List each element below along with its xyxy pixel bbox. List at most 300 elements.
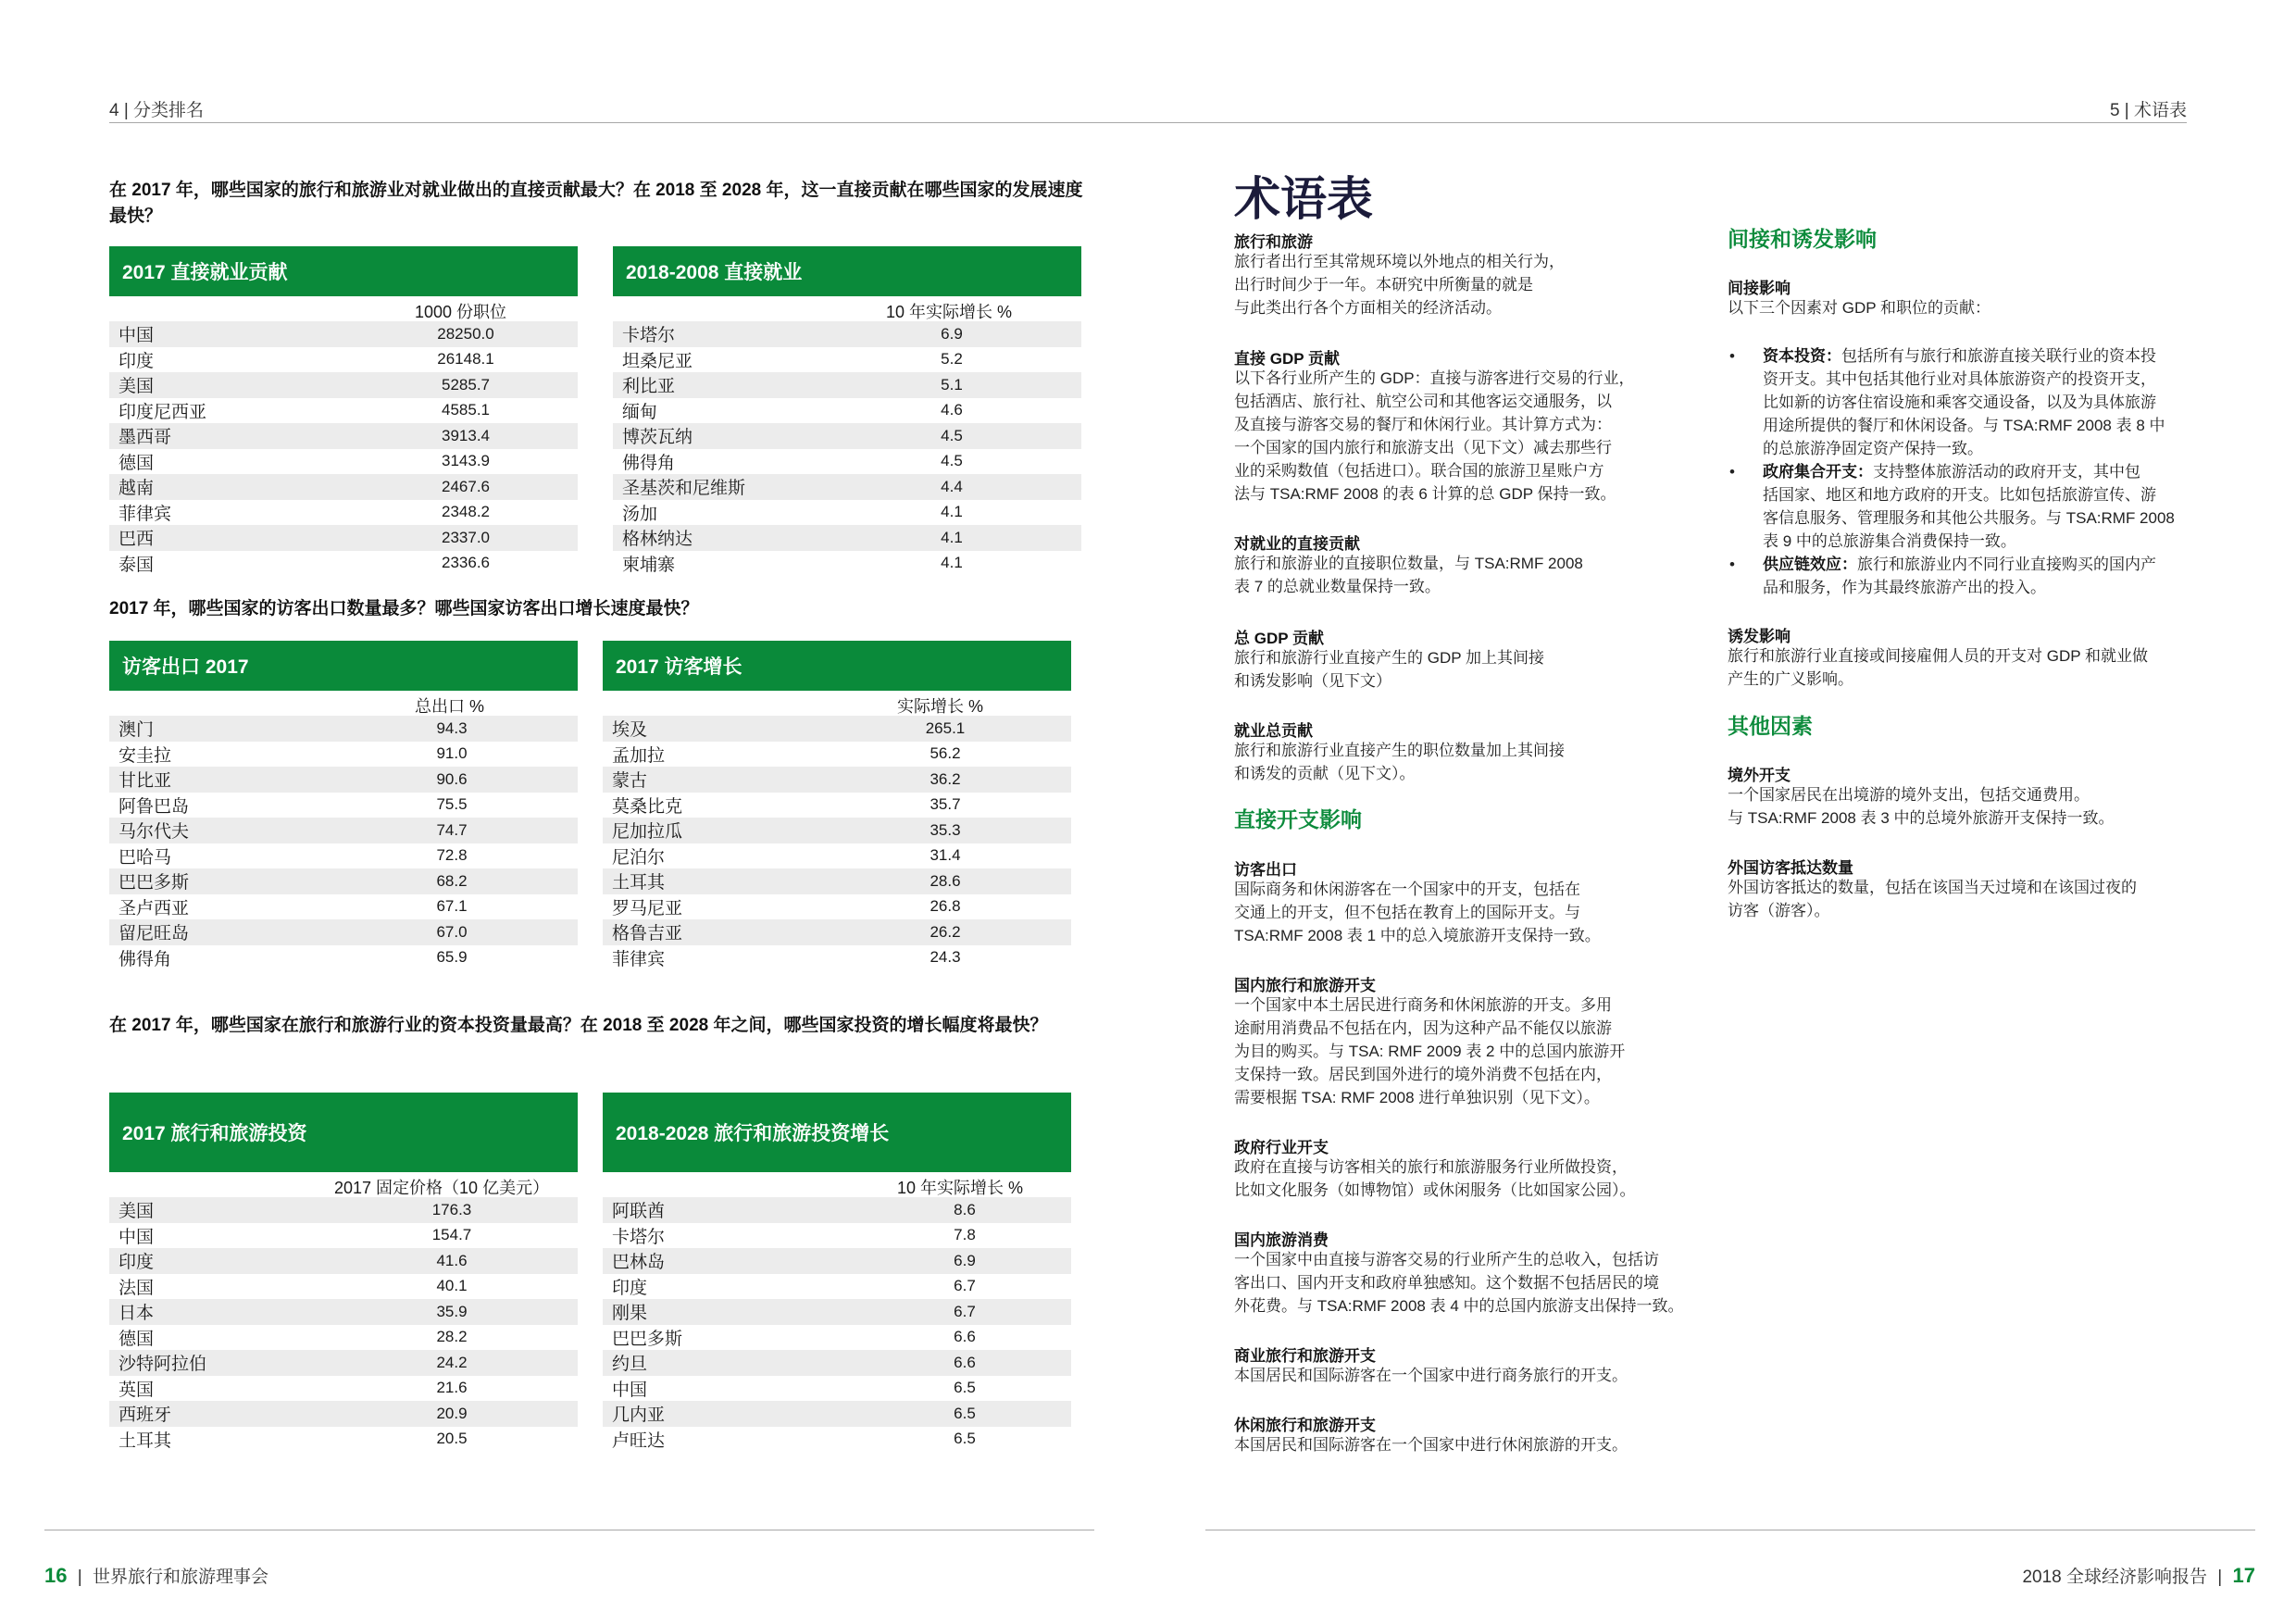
footer-org-name: 世界旅行和旅游理事会 <box>92 1568 268 1587</box>
country-cell: 几内亚 <box>612 1405 666 1426</box>
value-cell: 4.5 <box>941 452 963 470</box>
glossary-title: 术语表 <box>1234 173 1373 225</box>
table-row <box>109 742 578 768</box>
table-row <box>613 347 1081 373</box>
country-cell: 圣卢西亚 <box>119 898 190 918</box>
table-title: 2018-2008 直接就业 <box>613 246 1081 296</box>
bullet-dot: • <box>1729 556 1735 573</box>
value-cell: 154.7 <box>431 1226 472 1244</box>
right-page-header: 5 | 术语表 <box>2109 101 2187 120</box>
table-visitor-exports-2017 <box>109 641 578 970</box>
table-row <box>109 1325 578 1351</box>
value-cell: 24.2 <box>436 1353 468 1371</box>
country-cell: 罗马尼亚 <box>612 898 683 918</box>
value-cell: 65.9 <box>436 948 468 967</box>
country-cell: 沙特阿拉伯 <box>119 1355 207 1375</box>
value-cell: 6.9 <box>941 324 963 343</box>
country-cell: 巴西 <box>119 530 155 550</box>
value-cell: 26148.1 <box>437 350 494 369</box>
country-cell: 泰国 <box>119 555 155 575</box>
footer-left: 16 | 世界旅行和旅游理事会 <box>44 1564 268 1587</box>
definition-line: 出行时间少于一年。本研究中所衡量的就是 <box>1234 276 1533 294</box>
definition-line: 比如文化服务（如博物馆）或休闲服务（比如国家公园）。 <box>1234 1181 1636 1199</box>
def-internal-consumption <box>1234 1248 1684 1318</box>
table-row <box>613 525 1081 551</box>
table-title: 2018-2028 旅行和旅游投资增长 <box>603 1093 1071 1172</box>
table-row <box>603 894 1071 920</box>
bullet-line <box>1763 414 2165 437</box>
value-cell: 90.6 <box>436 769 468 788</box>
value-cell: 3913.4 <box>442 426 490 444</box>
footer-report-name: 2018 全球经济影响报告 <box>2022 1568 2208 1587</box>
country-cell: 佛得角 <box>622 453 676 473</box>
country-cell: 印度 <box>612 1278 648 1298</box>
page-number-left: 16 <box>44 1564 68 1587</box>
country-cell: 巴巴多斯 <box>119 873 190 893</box>
bullet-capital-investment <box>1728 344 2209 460</box>
definition-line: 法与 TSA:RMF 2008 的表 6 计算的总 GDP 保持一致。 <box>1234 485 1616 503</box>
table-title: 访客出口 2017 <box>109 641 578 691</box>
table-row <box>109 500 578 526</box>
bullet-line <box>1763 391 2165 414</box>
bullet-line <box>1763 483 2175 506</box>
definition-line: 一个国家中本土居民进行商务和休闲旅游的开支。多用 <box>1234 996 1612 1014</box>
definition-line: 一个国家的国内旅行和旅游支出（见下文）减去那些行 <box>1234 439 1612 456</box>
bullet-dot: • <box>1729 347 1735 365</box>
value-cell: 265.1 <box>925 718 966 737</box>
value-cell: 26.2 <box>930 922 961 941</box>
table-row <box>613 474 1081 500</box>
country-cell: 利比亚 <box>622 377 676 397</box>
country-cell: 刚果 <box>612 1304 648 1324</box>
table-row <box>109 894 578 920</box>
country-cell: 墨西哥 <box>119 428 172 448</box>
section-indirect-induced: 间接和诱发影响 <box>1728 227 1877 251</box>
table-title: 2017 旅行和旅游投资 <box>109 1093 578 1172</box>
country-cell: 汤加 <box>622 504 658 524</box>
table-direct-employment-growth <box>613 246 1081 576</box>
table-title: 2017 访客增长 <box>603 641 1071 691</box>
value-cell: 26.8 <box>930 897 961 916</box>
table-row <box>603 868 1071 894</box>
bullet-government-collective <box>1728 460 2209 553</box>
def-travel <box>1234 250 1565 319</box>
country-cell: 中国 <box>612 1380 648 1400</box>
def-total-gdp <box>1234 646 1544 693</box>
question-visitor-exports: 2017 年，哪些国家的访客出口数量最多？哪些国家访客出口增长速度最快？ <box>109 599 699 618</box>
country-cell: 越南 <box>119 479 155 499</box>
table-subheader: 10 年实际增长 % <box>886 303 1013 321</box>
country-cell: 缅甸 <box>622 402 658 422</box>
table-row <box>109 793 578 818</box>
definition-line: 外国访客抵达的数量，包括在该国当天过境和在该国过夜的 <box>1728 879 2137 896</box>
definition-line: 需要根据 TSA: RMF 2008 进行单独识别（见下文）。 <box>1234 1089 1600 1106</box>
country-cell: 圣基茨和尼维斯 <box>622 479 746 499</box>
term-internal-consumption: 国内旅游消费 <box>1234 1231 1329 1249</box>
table-row <box>603 818 1071 843</box>
bullet-text <box>1763 344 2165 460</box>
table-row <box>109 551 578 577</box>
table-row <box>109 372 578 398</box>
table-investment-2017 <box>109 1093 578 1452</box>
bullet-line-text: 旅行和旅游业内不同行业直接购买的国内产 <box>1857 556 2156 573</box>
table-row <box>603 716 1071 742</box>
table-row <box>603 1274 1071 1300</box>
bullet-line-text: 用途所提供的餐厅和休闲设备。与 TSA:RMF 2008 表 8 中 <box>1763 417 2165 434</box>
country-cell: 格林纳达 <box>622 530 693 550</box>
country-cell: 孟加拉 <box>612 745 666 766</box>
value-cell: 6.7 <box>954 1277 976 1295</box>
country-cell: 柬埔寨 <box>622 555 676 575</box>
header-rule <box>109 122 2187 123</box>
table-row <box>109 843 578 869</box>
table-row <box>109 474 578 500</box>
country-cell: 蒙古 <box>612 771 648 792</box>
definition-line: 表 7 的总就业数量保持一致。 <box>1234 578 1441 595</box>
country-cell: 法国 <box>119 1278 155 1298</box>
value-cell: 4.1 <box>941 503 963 521</box>
value-cell: 35.9 <box>436 1302 468 1320</box>
country-cell: 佛得角 <box>119 949 172 969</box>
country-cell: 巴林岛 <box>612 1253 666 1273</box>
definition-line: 客出口、国内开支和政府单独感知。这个数据不包括居民的境 <box>1234 1274 1659 1292</box>
country-cell: 阿鲁巴岛 <box>119 796 190 817</box>
country-cell: 美国 <box>119 377 155 397</box>
country-cell: 尼泊尔 <box>612 847 666 868</box>
table-row <box>613 423 1081 449</box>
value-cell: 28250.0 <box>437 324 494 343</box>
value-cell: 56.2 <box>930 744 961 763</box>
definition-line: 以下三个因素对 GDP 和职位的贡献： <box>1728 299 1990 317</box>
table-investment-growth <box>603 1093 1071 1452</box>
country-cell: 埃及 <box>612 720 648 741</box>
country-cell: 安圭拉 <box>119 745 172 766</box>
value-cell: 91.0 <box>436 744 468 763</box>
def-induced <box>1728 644 2148 691</box>
bullet-line <box>1763 506 2175 530</box>
table-row <box>613 372 1081 398</box>
definition-line: 和诱发的贡献（见下文）。 <box>1234 765 1416 782</box>
country-cell: 格鲁吉亚 <box>612 924 683 944</box>
country-cell: 德国 <box>119 453 155 473</box>
table-row <box>109 1299 578 1325</box>
value-cell: 20.9 <box>436 1404 468 1422</box>
table-row <box>109 868 578 894</box>
definition-line: 以下各行业所产生的 GDP：直接与游客进行交易的行业， <box>1234 369 1635 387</box>
bullet-line <box>1763 460 2175 483</box>
value-cell: 4.1 <box>941 528 963 546</box>
country-cell: 约旦 <box>612 1355 648 1375</box>
table-row <box>603 1197 1071 1223</box>
definition-line: 政府在直接与访客相关的旅行和旅游服务行业所做投资， <box>1234 1158 1628 1176</box>
table-row <box>603 843 1071 869</box>
country-cell: 印度尼西亚 <box>119 402 207 422</box>
term-business-spending: 商业旅行和旅游开支 <box>1234 1347 1376 1365</box>
country-cell: 土耳其 <box>612 873 666 893</box>
bullet-line-text: 包括所有与旅行和旅游直接关联行业的资本投 <box>1841 347 2156 365</box>
value-cell: 72.8 <box>436 846 468 865</box>
page-number-right: 17 <box>2232 1564 2255 1587</box>
bullet-line <box>1763 553 2156 576</box>
country-cell: 澳门 <box>119 720 155 741</box>
table-row <box>603 1325 1071 1351</box>
table-row <box>109 716 578 742</box>
def-domestic-spending <box>1234 993 1625 1109</box>
country-cell: 中国 <box>119 326 155 346</box>
term-direct-gdp: 直接 GDP 贡献 <box>1234 350 1340 368</box>
table-row <box>109 818 578 843</box>
term-arrivals: 外国访客抵达数量 <box>1728 859 1853 877</box>
value-cell: 40.1 <box>436 1277 468 1295</box>
table-row <box>603 793 1071 818</box>
table-row <box>109 1376 578 1402</box>
table-row <box>109 1274 578 1300</box>
country-cell: 菲律宾 <box>612 949 666 969</box>
definition-line: 和诱发影响（见下文） <box>1234 672 1391 690</box>
bullet-line <box>1763 530 2175 553</box>
value-cell: 35.3 <box>930 820 961 839</box>
table-row <box>109 449 578 475</box>
value-cell: 6.7 <box>954 1302 976 1320</box>
definition-line: 国际商务和休闲游客在一个国家中的开支，包括在 <box>1234 881 1580 898</box>
definition-line: 与此类出行各个方面相关的经济活动。 <box>1234 299 1502 317</box>
value-cell: 31.4 <box>930 846 961 865</box>
term-direct-employment: 对就业的直接贡献 <box>1234 535 1360 553</box>
bullet-supply-chain <box>1728 553 2209 599</box>
table-row <box>613 449 1081 475</box>
def-total-employment <box>1234 739 1565 785</box>
value-cell: 21.6 <box>436 1379 468 1397</box>
table-row <box>109 321 578 347</box>
table-row <box>613 500 1081 526</box>
table-row <box>603 1401 1071 1427</box>
table-row <box>109 945 578 971</box>
bullet-label: 政府集合开支： <box>1763 463 1873 481</box>
country-cell: 中国 <box>119 1227 155 1247</box>
country-cell: 甘比亚 <box>119 771 172 792</box>
bullet-text <box>1763 553 2156 599</box>
definition-line: 访客（游客）。 <box>1728 902 1830 919</box>
def-direct-gdp <box>1234 367 1635 506</box>
bullet-dot: • <box>1729 463 1735 481</box>
table-row <box>109 1248 578 1274</box>
section-direct-spending: 直接开支影响 <box>1234 807 1362 831</box>
definition-line: 本国居民和国际游客在一个国家中进行商务旅行的开支。 <box>1234 1367 1628 1384</box>
definition-line: 旅行和旅游行业直接产生的职位数量加上其间接 <box>1234 742 1565 759</box>
value-cell: 74.7 <box>436 820 468 839</box>
table-direct-employment-2017 <box>109 246 578 576</box>
country-cell: 卡塔尔 <box>612 1227 666 1247</box>
table-row <box>109 1223 578 1249</box>
bullet-line-text: 的总旅游净固定资产保持一致。 <box>1763 440 1983 457</box>
country-cell: 英国 <box>119 1380 155 1400</box>
table-row <box>603 1350 1071 1376</box>
value-cell: 4.1 <box>941 554 963 572</box>
value-cell: 5.1 <box>941 375 963 394</box>
country-cell: 卡塔尔 <box>622 326 676 346</box>
term-visitor-exports: 访客出口 <box>1234 861 1297 879</box>
country-cell: 印度 <box>119 1253 155 1273</box>
table-row <box>613 321 1081 347</box>
value-cell: 24.3 <box>930 948 961 967</box>
table-row <box>109 767 578 793</box>
definition-line: 业的采购数值（包括进口）。联合国的旅游卫星账户方 <box>1234 462 1604 480</box>
bullet-text <box>1763 460 2175 553</box>
value-cell: 68.2 <box>436 871 468 890</box>
table-subheader: 1000 份职位 <box>415 303 507 321</box>
country-cell: 土耳其 <box>119 1430 172 1451</box>
value-cell: 2467.6 <box>442 477 490 495</box>
bullet-label: 资本投资： <box>1763 347 1841 365</box>
value-cell: 2337.0 <box>442 528 490 546</box>
value-cell: 6.5 <box>954 1404 976 1422</box>
country-cell: 博茨瓦纳 <box>622 428 693 448</box>
country-cell: 日本 <box>119 1304 155 1324</box>
definition-line: 与 TSA:RMF 2008 表 3 中的总境外旅游开支保持一致。 <box>1728 809 2115 827</box>
value-cell: 6.6 <box>954 1328 976 1346</box>
question-employment: 在 2017 年，哪些国家的旅行和旅游业对就业做出的直接贡献最大？在 2018 至 2028 年，这一直接贡献在哪些国家的发展速度最快？ <box>109 181 1083 226</box>
country-cell: 巴哈马 <box>119 847 172 868</box>
definition-line: 旅行和旅游行业直接或间接雇佣人员的开支对 GDP 和就业做 <box>1728 647 2148 665</box>
value-cell: 4585.1 <box>442 401 490 419</box>
term-outbound: 境外开支 <box>1728 767 1791 784</box>
country-cell: 马尔代夫 <box>119 822 190 843</box>
def-outbound <box>1728 783 2115 830</box>
table-row <box>109 919 578 945</box>
table-row <box>109 1350 578 1376</box>
country-cell: 菲律宾 <box>119 504 172 524</box>
value-cell: 2348.2 <box>442 503 490 521</box>
bullet-line-text: 表 9 中的总旅游集合消费保持一致。 <box>1763 532 2016 550</box>
table-row <box>109 1427 578 1453</box>
definition-line: 本国居民和国际游客在一个国家中进行休闲旅游的开支。 <box>1234 1436 1628 1454</box>
value-cell: 75.5 <box>436 795 468 814</box>
country-cell: 西班牙 <box>119 1405 172 1426</box>
term-indirect: 间接影响 <box>1728 280 1791 297</box>
value-cell: 35.7 <box>930 795 961 814</box>
table-subheader: 实际增长 % <box>897 697 984 716</box>
value-cell: 3143.9 <box>442 452 490 470</box>
table-row <box>613 398 1081 424</box>
bullet-line <box>1763 437 2165 460</box>
table-row <box>603 1427 1071 1453</box>
value-cell: 6.5 <box>954 1379 976 1397</box>
table-row <box>109 347 578 373</box>
bullet-line-text: 资开支。其中包括其他行业对具体旅游资产的投资开支， <box>1763 370 2156 388</box>
definition-line: 途耐用消费品不包括在内，因为这种产品不能仅以旅游 <box>1234 1019 1612 1037</box>
country-cell: 阿联酋 <box>612 1202 666 1222</box>
definition-line: 支保持一致。居民到国外进行的境外消费不包括在内， <box>1234 1066 1612 1083</box>
table-subheader: 总出口 % <box>415 697 485 716</box>
value-cell: 8.6 <box>954 1200 976 1218</box>
definition-line: 产生的广义影响。 <box>1728 670 1853 688</box>
def-indirect <box>1728 296 1990 319</box>
country-cell: 巴巴多斯 <box>612 1329 683 1349</box>
def-business-spending <box>1234 1364 1628 1387</box>
value-cell: 5285.7 <box>442 375 490 394</box>
bullet-label: 供应链效应： <box>1763 556 1857 573</box>
country-cell: 德国 <box>119 1329 155 1349</box>
term-government-spending: 政府行业开支 <box>1234 1139 1329 1156</box>
table-row <box>603 742 1071 768</box>
definition-line: 旅行者出行至其常规环境以外地点的相关行为， <box>1234 253 1565 270</box>
left-page-header: 4 | 分类排名 <box>109 101 205 120</box>
table-subheader: 10 年实际增长 % <box>897 1179 1024 1197</box>
def-direct-employment <box>1234 552 1583 598</box>
definition-line: 一个国家中由直接与游客交易的行业所产生的总收入，包括访 <box>1234 1251 1659 1268</box>
value-cell: 67.1 <box>436 897 468 916</box>
value-cell: 7.8 <box>954 1226 976 1244</box>
table-row <box>109 398 578 424</box>
bullet-line-text: 比如新的访客住宿设施和乘客交通设备，以及为具体旅游 <box>1763 394 2156 411</box>
bullet-line-text: 品和服务，作为其最终旅游产出的投入。 <box>1763 579 2046 596</box>
definition-line: TSA:RMF 2008 表 1 中的总入境旅游开支保持一致。 <box>1234 927 1601 944</box>
definition-line: 一个国家居民在出境游的境外支出，包括交通费用。 <box>1728 786 2090 804</box>
question-investment: 在 2017 年，哪些国家在旅行和旅游行业的资本投资量最高？在 2018 至 2028 年之间，哪些国家投资的增长幅度将最快？ <box>109 1016 1048 1035</box>
table-row <box>109 1401 578 1427</box>
value-cell: 6.9 <box>954 1251 976 1269</box>
value-cell: 36.2 <box>930 769 961 788</box>
definition-line: 交通上的开支，但不包括在教育上的国际开支。与 <box>1234 904 1580 921</box>
table-subheader: 2017 固定价格（10 亿美元） <box>334 1179 550 1197</box>
term-induced: 诱发影响 <box>1728 628 1791 645</box>
bullet-line-text: 客信息服务、管理服务和其他公共服务。与 TSA:RMF 2008 <box>1763 509 2175 527</box>
bullet-line <box>1763 344 2165 368</box>
table-row <box>109 423 578 449</box>
bullet-line-text: 支持整体旅游活动的政府开支，其中包 <box>1873 463 2140 481</box>
term-travel: 旅行和旅游 <box>1234 233 1313 251</box>
table-row <box>109 525 578 551</box>
def-visitor-exports <box>1234 878 1601 947</box>
footer-right: 2018 全球经济影响报告 | 17 <box>2022 1564 2255 1587</box>
country-cell: 尼加拉瓜 <box>612 822 683 843</box>
table-row <box>603 1299 1071 1325</box>
value-cell: 4.4 <box>941 477 963 495</box>
table-row <box>603 767 1071 793</box>
country-cell: 美国 <box>119 1202 155 1222</box>
bullet-line-text: 括国家、地区和地方政府的开支。比如包括旅游宣传、游 <box>1763 486 2156 504</box>
table-row <box>603 919 1071 945</box>
table-row <box>603 1223 1071 1249</box>
table-row <box>613 551 1081 577</box>
definition-line: 外花费。与 TSA:RMF 2008 表 4 中的总国内旅游支出保持一致。 <box>1234 1297 1684 1315</box>
table-title: 2017 直接就业贡献 <box>109 246 578 296</box>
value-cell: 5.2 <box>941 350 963 369</box>
country-cell: 印度 <box>119 351 155 371</box>
table-row <box>109 1197 578 1223</box>
country-cell: 卢旺达 <box>612 1430 666 1451</box>
table-row <box>603 1376 1071 1402</box>
country-cell: 坦桑尼亚 <box>622 351 693 371</box>
value-cell: 2336.6 <box>442 554 490 572</box>
term-leisure-spending: 休闲旅行和旅游开支 <box>1234 1417 1376 1434</box>
definition-line: 及直接与游客交易的餐厅和休闲行业。其计算方式为： <box>1234 416 1612 433</box>
value-cell: 28.6 <box>930 871 961 890</box>
bullet-line <box>1763 368 2165 391</box>
value-cell: 4.6 <box>941 401 963 419</box>
value-cell: 20.5 <box>436 1430 468 1448</box>
bullet-line <box>1763 576 2156 599</box>
value-cell: 6.6 <box>954 1353 976 1371</box>
definition-line: 旅行和旅游行业直接产生的 GDP 加上其间接 <box>1234 649 1544 667</box>
value-cell: 41.6 <box>436 1251 468 1269</box>
table-row <box>603 945 1071 971</box>
definition-line: 旅行和旅游业的直接职位数量，与 TSA:RMF 2008 <box>1234 555 1583 572</box>
value-cell: 67.0 <box>436 922 468 941</box>
value-cell: 94.3 <box>436 718 468 737</box>
term-total-gdp: 总 GDP 贡献 <box>1234 630 1324 647</box>
value-cell: 4.5 <box>941 426 963 444</box>
